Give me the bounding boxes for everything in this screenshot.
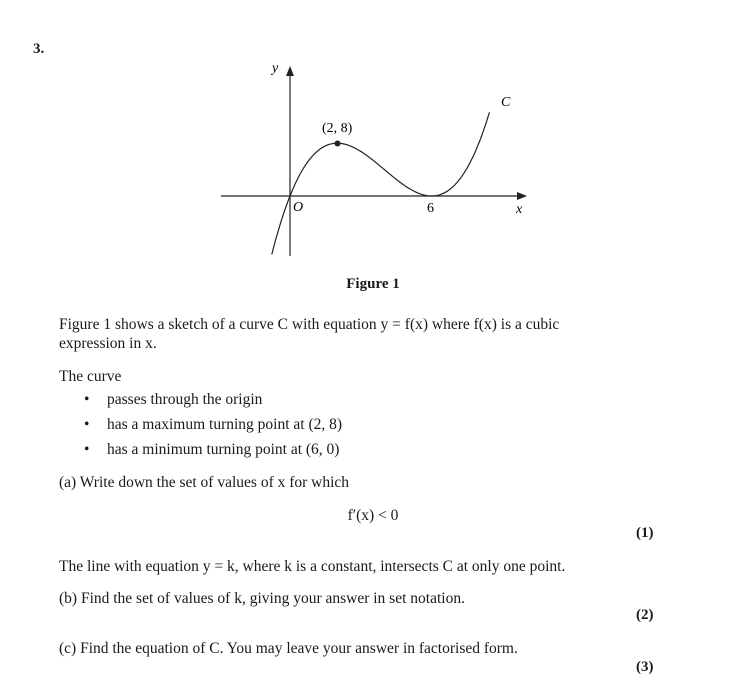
part-a-marks: (1): [636, 525, 654, 541]
cubic-curve-figure: [0, 0, 735, 275]
part-a-text: (a) Write down the set of values of x for which: [59, 474, 350, 491]
max-point-marker: [335, 141, 341, 147]
bullet-marker: •: [84, 441, 90, 458]
part-b-text: (b) Find the set of values of k, giving your answer in set notation.: [59, 590, 465, 607]
curve-label: C: [501, 95, 511, 110]
part-b-marks: (2): [636, 607, 654, 623]
bullet-marker: •: [84, 416, 90, 433]
y-axis-arrowhead: [286, 66, 294, 76]
figure-caption: Figure 1: [346, 276, 400, 292]
bullet-marker: •: [84, 391, 90, 408]
curve-lead-text: The curve: [59, 368, 122, 385]
x-tick-label: 6: [427, 201, 434, 216]
question-number: 3.: [33, 41, 45, 57]
origin-label: O: [293, 200, 304, 215]
part-c-text: (c) Find the equation of C. You may leave your answer in factorised form.: [59, 640, 518, 657]
part-a-formula: f′(x) < 0: [347, 507, 399, 524]
x-axis-arrowhead: [517, 192, 527, 200]
intro-text-line-2: expression in x.: [59, 335, 157, 352]
y-axis-label: y: [272, 61, 279, 76]
part-c-marks: (3): [636, 659, 654, 675]
intro-text-line-1: Figure 1 shows a sketch of a curve C with equation y = f(x) where f(x) is a cubic: [59, 316, 560, 333]
x-axis-label: x: [516, 202, 523, 217]
bullet-item: has a minimum turning point at (6, 0): [107, 441, 340, 458]
bullet-item: has a maximum turning point at (2, 8): [107, 416, 343, 433]
max-point-label: (2, 8): [322, 121, 353, 136]
bullet-item: passes through the origin: [107, 391, 263, 408]
curve-c: [272, 112, 490, 254]
line-statement-text: The line with equation y = k, where k is a constant, intersects C at only one point.: [59, 558, 566, 575]
